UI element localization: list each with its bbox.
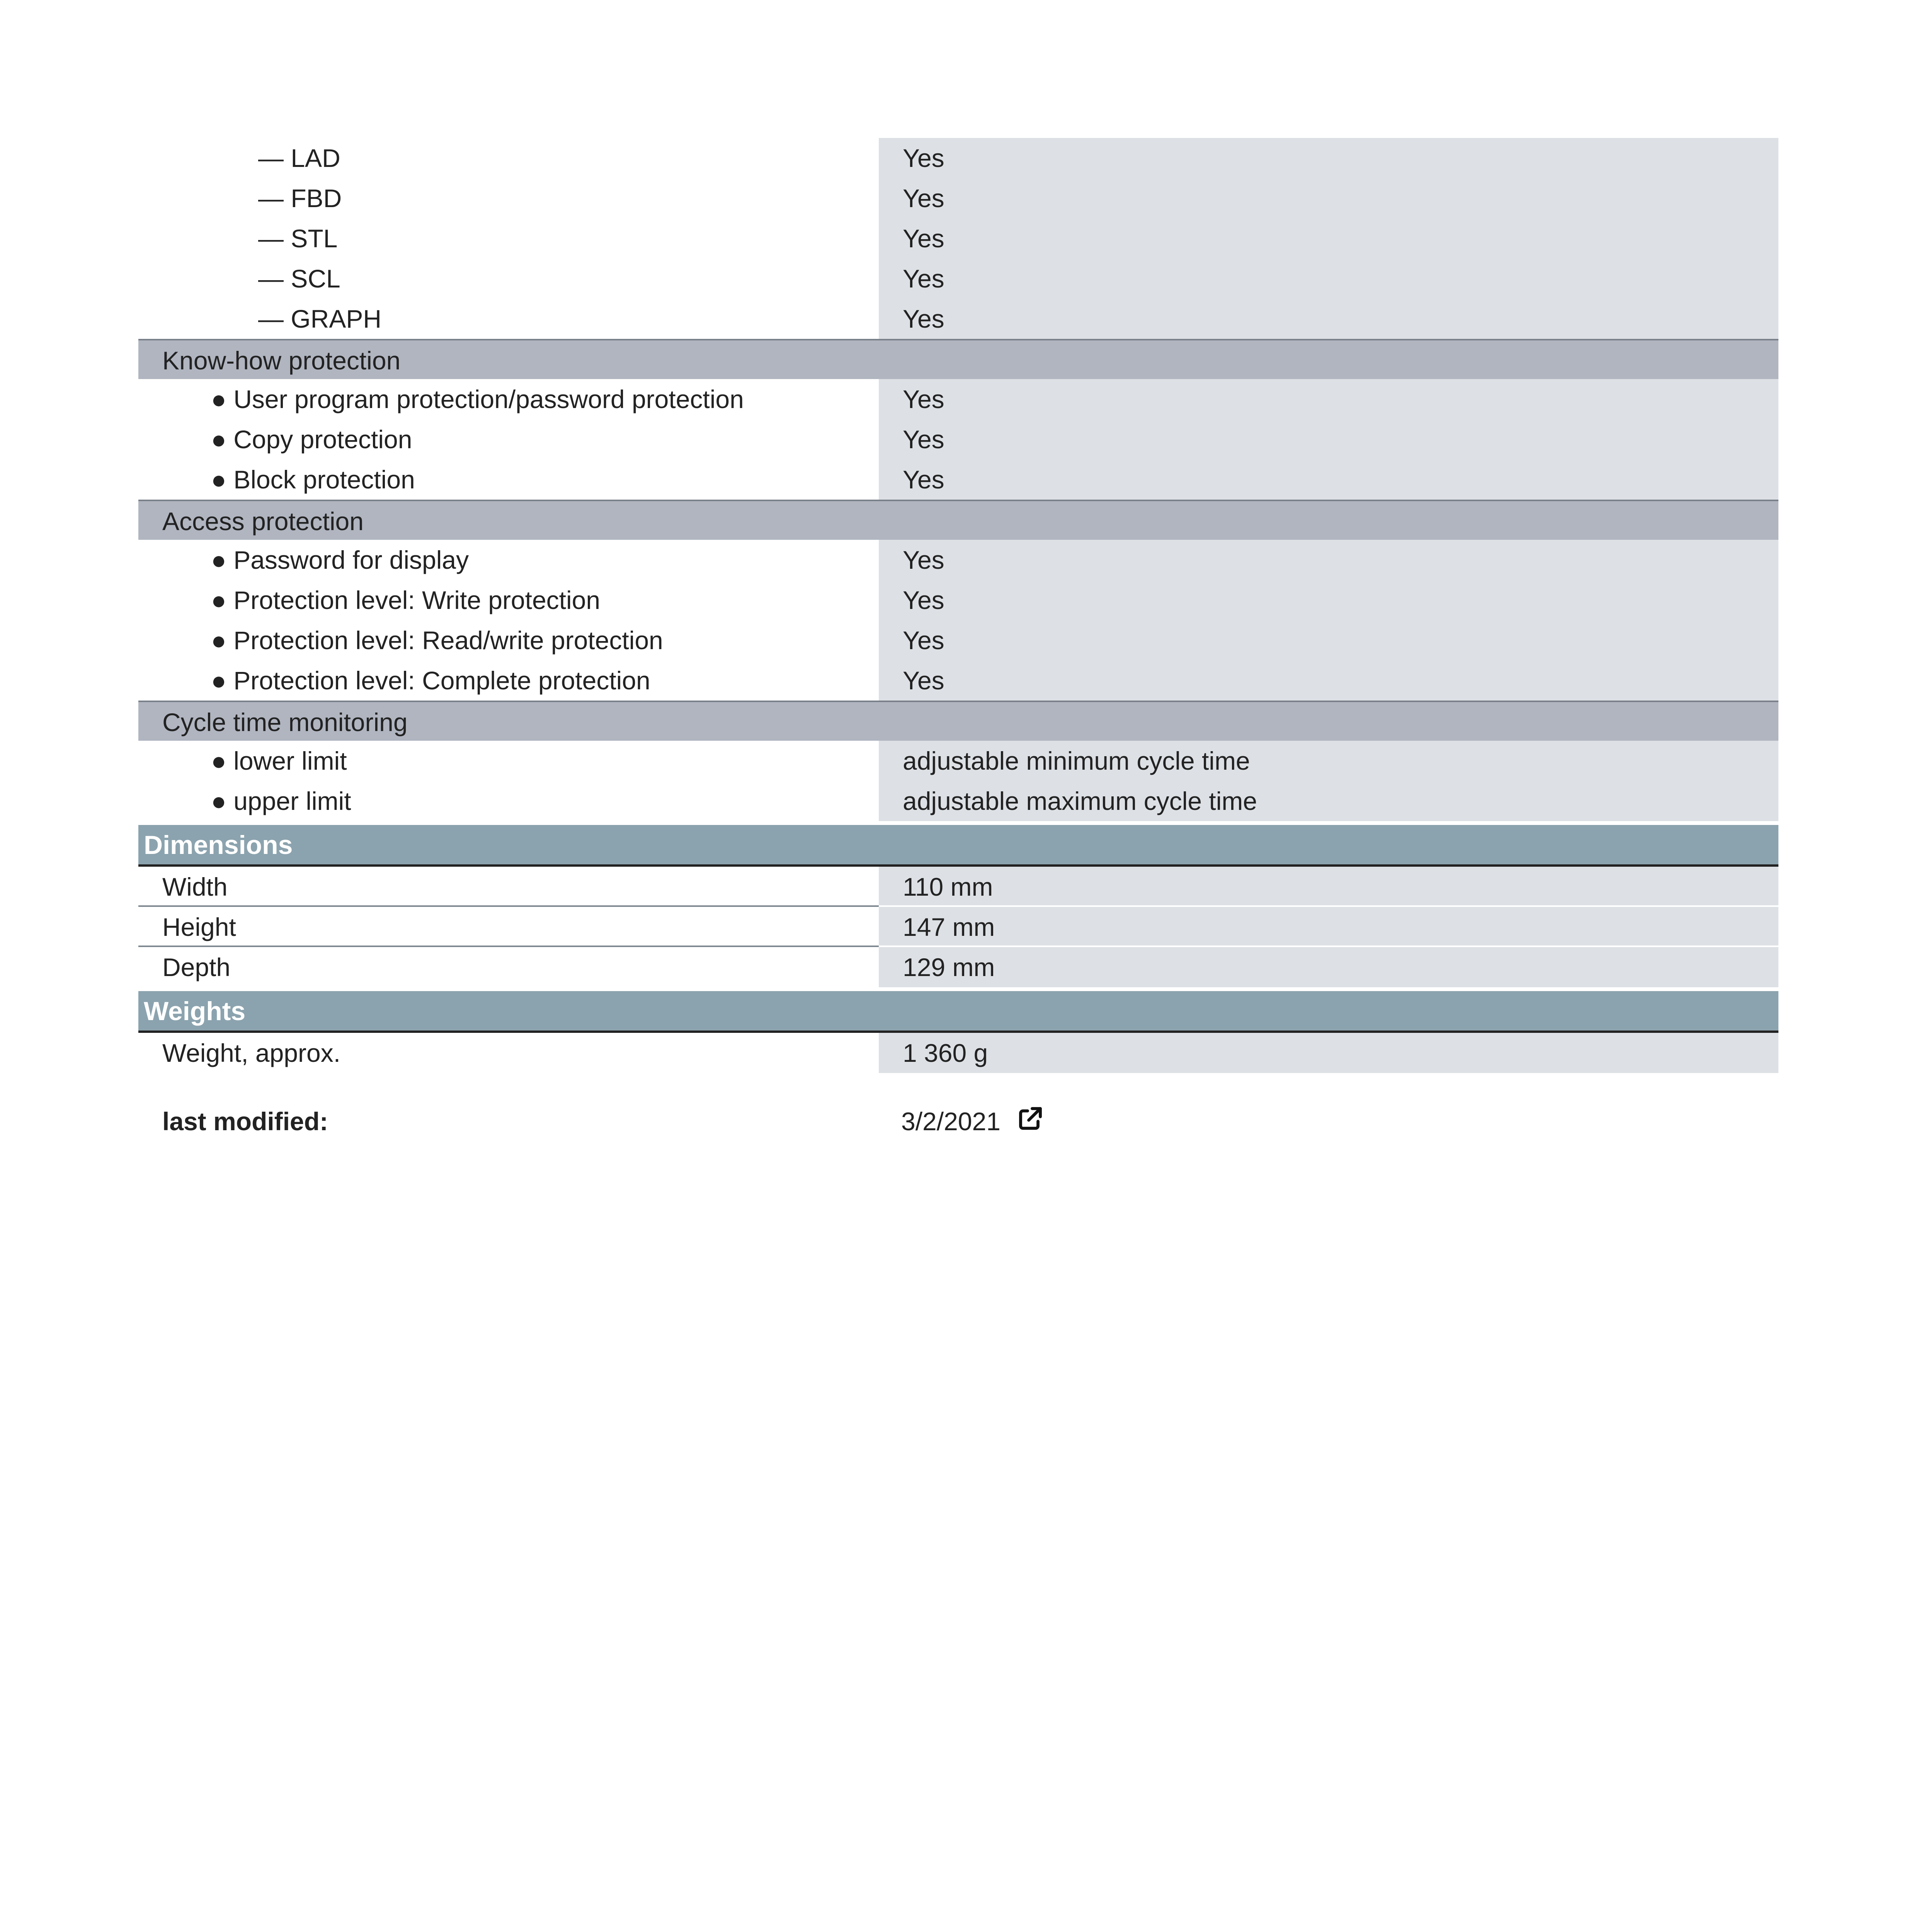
spec-row-lower-limit [138, 741, 1778, 781]
last-modified-value-cell [879, 1100, 1044, 1143]
spec-label: — FBD [258, 184, 342, 213]
spec-label: — STL [258, 224, 338, 253]
spec-label: — SCL [258, 264, 340, 293]
spec-row-complete-protection [138, 660, 1778, 701]
last-modified-date: 3/2/2021 [901, 1107, 1001, 1136]
spec-label: Width [138, 867, 879, 907]
spec-label: Weight, approx. [162, 1039, 341, 1067]
spec-value: Yes [879, 459, 1778, 500]
spec-row-weight [138, 1033, 1778, 1073]
subheader-know-how-protection: Know-how protection [138, 339, 1778, 379]
spec-value: Yes [879, 259, 1778, 299]
subheader-cycle-time-monitoring: Cycle time monitoring [138, 701, 1778, 741]
spec-value: Yes [879, 138, 1778, 178]
spec-label: — GRAPH [258, 304, 382, 333]
spec-value: Yes [879, 540, 1778, 580]
spec-row-height [138, 907, 1778, 947]
last-modified-label: last modified: [162, 1107, 328, 1136]
spec-value: adjustable minimum cycle time [879, 741, 1778, 781]
spec-row-password-for-display [138, 540, 1778, 580]
last-modified-row [138, 1100, 1778, 1143]
spec-row-user-program-protection [138, 379, 1778, 419]
spec-row-depth [138, 947, 1778, 987]
spec-row-lad [138, 138, 1778, 178]
spec-value: 129 mm [879, 947, 1778, 987]
spec-label: ● upper limit [211, 787, 351, 815]
spec-label: ● User program protection/password protection [211, 385, 744, 413]
spec-value: Yes [879, 299, 1778, 339]
spec-row-fbd [138, 178, 1778, 218]
spec-row-graph [138, 299, 1778, 339]
spec-value: Yes [879, 620, 1778, 660]
spec-label: Depth [162, 953, 231, 981]
spec-value: 147 mm [879, 907, 1778, 947]
spec-row-scl [138, 259, 1778, 299]
section-header-weights: Weights [138, 991, 1778, 1033]
spec-row-stl [138, 218, 1778, 259]
spec-value: Yes [879, 419, 1778, 459]
spec-value: 110 mm [879, 867, 1778, 907]
spec-label: Height [138, 907, 879, 947]
spec-label: — LAD [258, 144, 340, 172]
subheader-access-protection: Access protection [138, 500, 1778, 540]
spec-label: ● Protection level: Read/write protection [211, 626, 663, 655]
spec-table [138, 138, 1778, 1143]
spec-label: ● Copy protection [211, 425, 412, 454]
spec-row-block-protection [138, 459, 1778, 500]
spec-label: ● Protection level: Write protection [211, 586, 601, 614]
spec-row-width [138, 867, 1778, 907]
section-header-dimensions: Dimensions [138, 825, 1778, 867]
spec-row-read-write-protection [138, 620, 1778, 660]
spec-value: 1 360 g [879, 1033, 1778, 1073]
external-link-icon[interactable] [1016, 1103, 1044, 1131]
spec-label: ● Block protection [211, 465, 415, 494]
spec-row-write-protection [138, 580, 1778, 620]
spec-row-copy-protection [138, 419, 1778, 459]
spec-row-upper-limit [138, 781, 1778, 821]
spec-value: Yes [879, 580, 1778, 620]
spec-value: adjustable maximum cycle time [879, 781, 1778, 821]
spec-value: Yes [879, 660, 1778, 701]
spec-label: ● Password for display [211, 546, 469, 574]
spec-value: Yes [879, 218, 1778, 259]
spec-label: ● Protection level: Complete protection [211, 666, 650, 695]
spec-value: Yes [879, 379, 1778, 419]
spec-value: Yes [879, 178, 1778, 218]
spec-label: ● lower limit [211, 747, 347, 775]
